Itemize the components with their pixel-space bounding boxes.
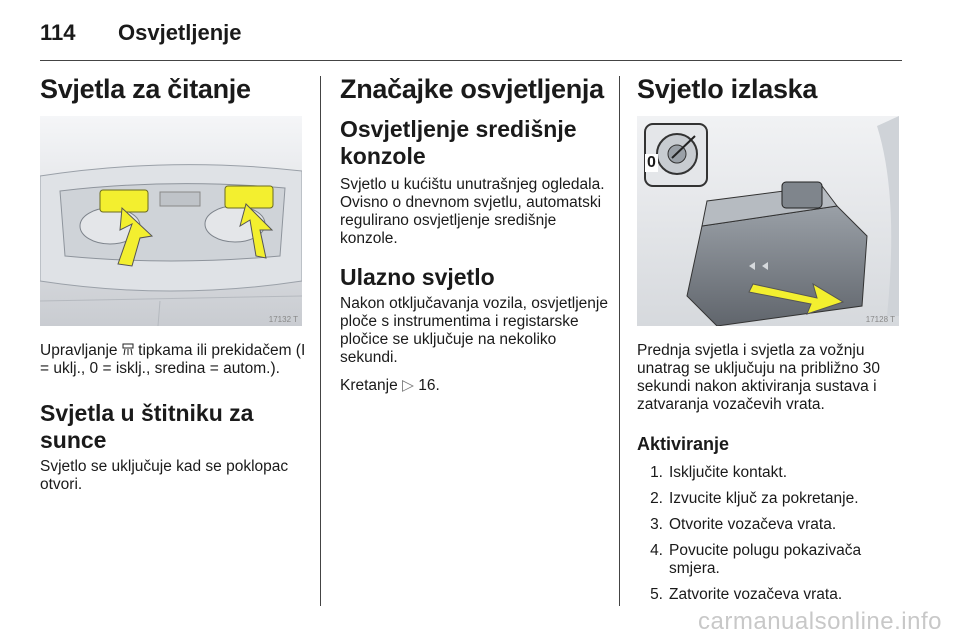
figure-code: 17128 T	[865, 315, 895, 324]
subsection-title-activation: Aktiviranje	[637, 434, 730, 454]
list-item: 5. Zatvorite vozačeva vrata.	[650, 586, 843, 603]
section-title-exit-lighting: Svjetlo izlaska	[637, 74, 818, 104]
figure-code: 17132 T	[268, 315, 298, 324]
column-3	[637, 72, 907, 612]
reading-lights-illustration	[40, 116, 302, 326]
exit-lighting-text: Prednja svjetla i svjetla za vožnju unatrag se uključuju na približno 30 sekundi nakon aktiviranja sustava i zatvaranja vozačevih vrata.	[637, 342, 880, 413]
subsection-title-console-lighting: Osvjetljenje središnje konzole	[340, 116, 577, 169]
indicator-stalk-illustration	[637, 116, 899, 326]
reading-lights-text: Upravljanje tipkama ili prekidačem (I = uklj., 0 = isklj., sredina = autom.).	[40, 342, 306, 377]
section-title-reading-lights: Svjetla za čitanje	[40, 74, 251, 104]
column-divider-2	[619, 76, 620, 606]
subsection-title-entry-lighting: Ulazno svjetlo	[340, 264, 495, 290]
watermark: carmanualsonline.info	[698, 608, 942, 635]
column-divider-1	[320, 76, 321, 606]
list-item: 2. Izvucite ključ za pokretanje.	[650, 490, 859, 507]
reading-light-icon	[122, 343, 134, 356]
list-item: 4. Povucite polugu pokazivača smjera.	[650, 542, 862, 577]
reading-lights-figure	[40, 116, 302, 326]
reference-arrow-icon: ▷	[402, 377, 414, 394]
cross-reference[interactable]: Kretanje ▷ 16.	[340, 377, 440, 394]
console-lighting-text: Svjetlo u kućištu unutrašnjeg ogledala. Ovisno o dnevnom svjetlu, automatski regulirano osvjetljenje središnje konzole.	[340, 176, 605, 247]
page-header-title: Osvjetljenje	[118, 20, 242, 45]
column-1	[40, 72, 310, 494]
page-number: 114	[40, 20, 76, 45]
section-title-sunvisor-lights: Svjetla u štitniku za sunce	[40, 400, 254, 453]
activation-steps	[637, 464, 907, 604]
list-item: 1. Isključite kontakt.	[650, 464, 788, 481]
list-item: 3. Otvorite vozačeva vrata.	[650, 516, 837, 533]
entry-lighting-text: Nakon otključavanja vozila, osvjetljenje ploče s instrumentima i registarske pločice se uključuje na nekoliko sekundi.	[340, 295, 608, 366]
section-title-lighting-features: Značajke osvjetljenja	[340, 74, 604, 104]
header-rule	[40, 60, 902, 61]
exit-lighting-figure	[637, 116, 899, 326]
figure-label-zero: 0	[647, 154, 656, 171]
sunvisor-lights-text: Svjetlo se uključuje kad se poklopac otvori.	[40, 458, 289, 493]
column-2	[340, 72, 615, 395]
